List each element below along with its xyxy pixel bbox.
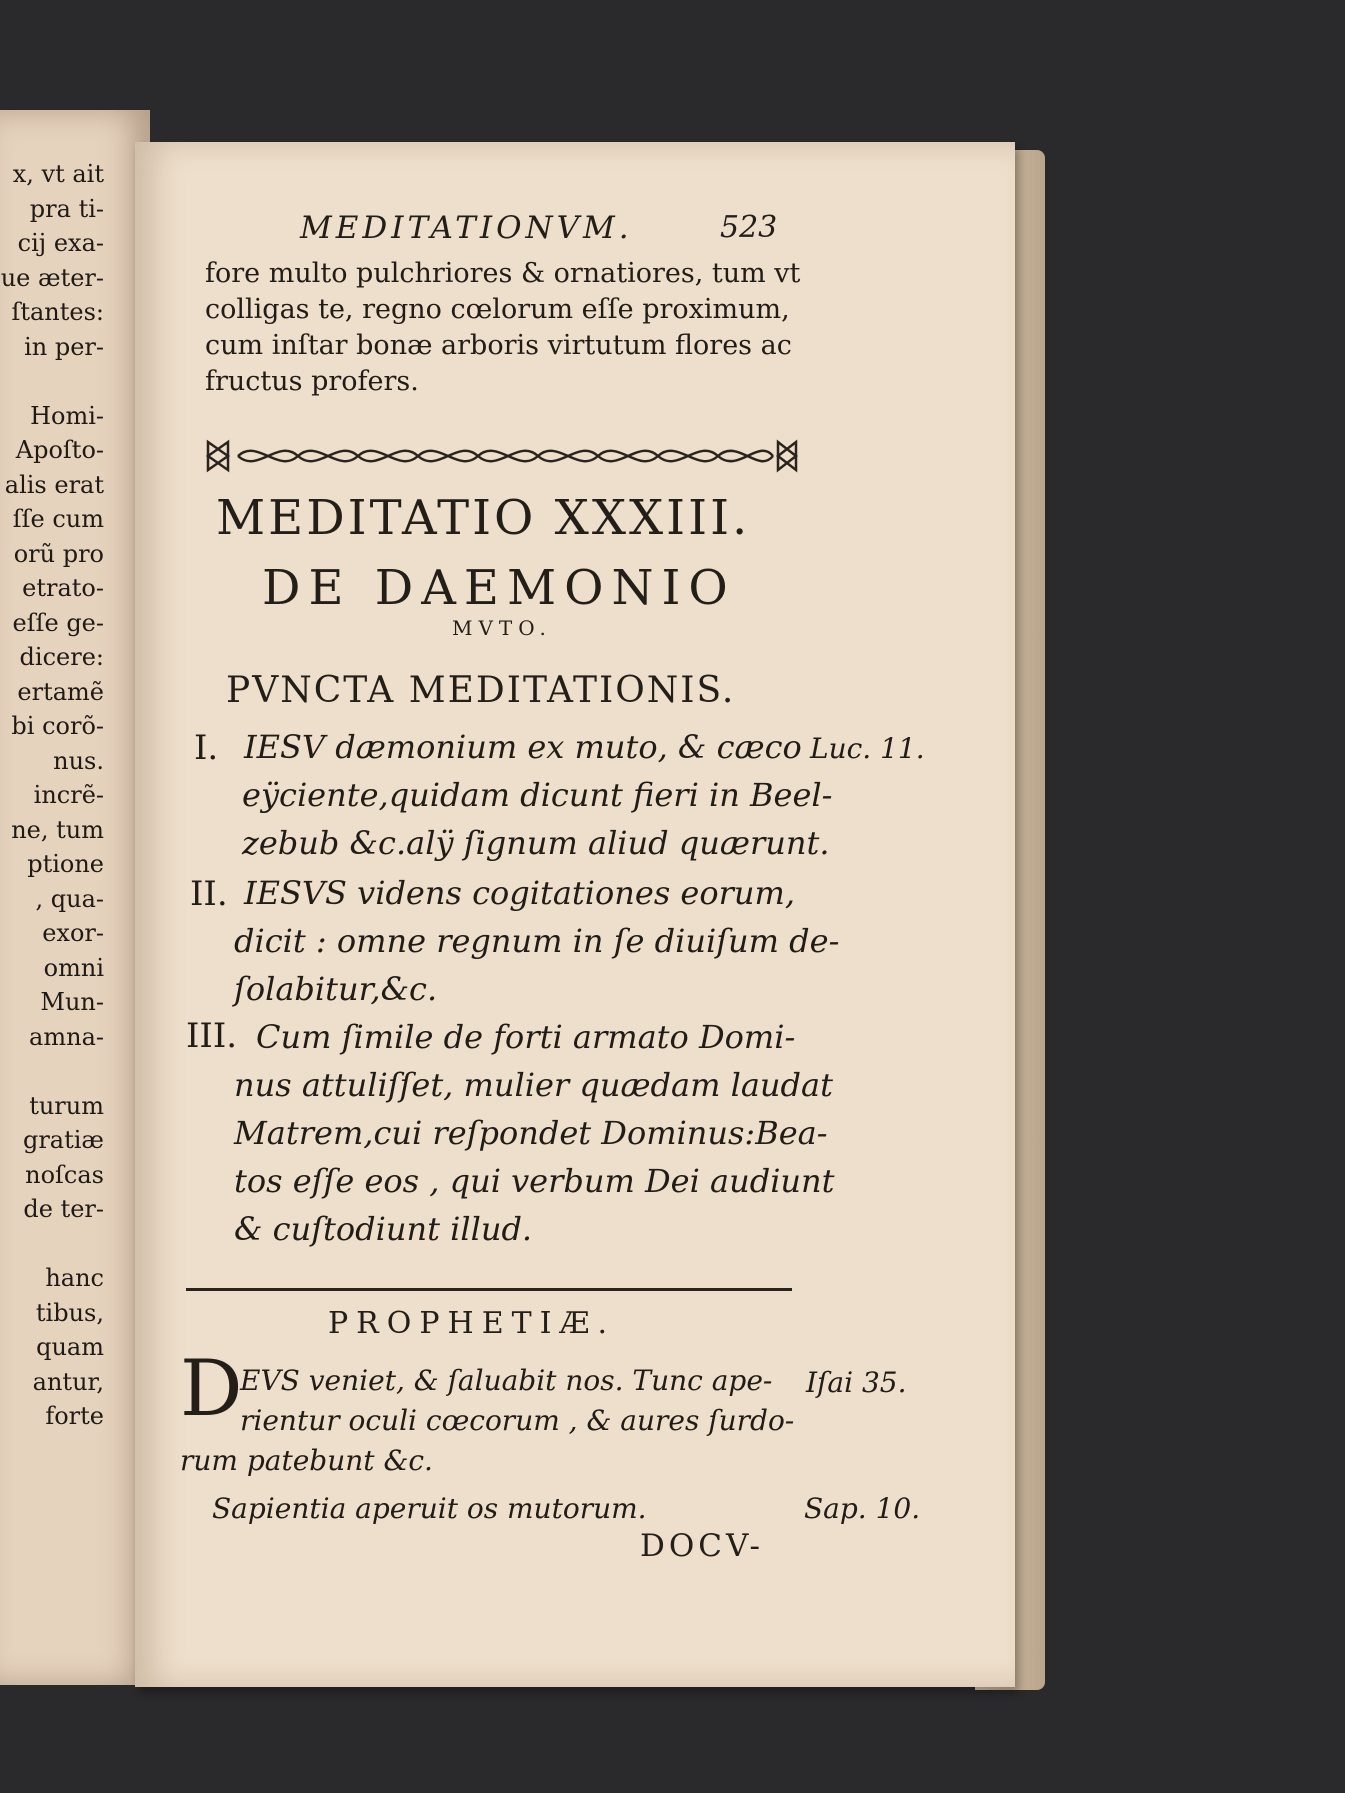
opening-line: cum inſtar bonæ arboris virtutum flores ac <box>205 330 792 361</box>
puncta-heading: PVNCTA MEDITATIONIS. <box>226 670 736 711</box>
point-number: III. <box>186 1016 238 1056</box>
margin-reference: Sap. 10. <box>804 1492 921 1525</box>
point-line: & cuſtodiunt illud. <box>234 1210 533 1248</box>
left-page-fragment: exor- <box>42 919 104 947</box>
page-number: 523 <box>720 210 778 245</box>
left-page-fragment: omni <box>43 953 104 982</box>
left-page-fragment: Mun- <box>40 988 104 1016</box>
opening-line: colligas te, regno cœlorum eſſe proximum, <box>205 294 790 325</box>
left-page-fragment: dicere: <box>19 643 104 671</box>
point-line: nus attuliſſet, mulier quædam laudat <box>234 1066 833 1104</box>
drop-cap: D <box>180 1344 243 1434</box>
left-page-fragment: in per- <box>24 332 104 361</box>
point-line: dicit : omne regnum in ſe diuiſum de- <box>234 922 840 960</box>
left-page-fragment: ſſe cum <box>12 505 104 533</box>
prophecy-line: rum patebunt &c. <box>180 1444 433 1477</box>
point-line: IESVS videns cogitationes eorum, <box>244 874 796 912</box>
left-page-fragment: bi corõ- <box>11 712 104 740</box>
meditation-subtitle: DE DAEMONIO <box>262 560 736 616</box>
left-page-fragment: turum <box>29 1091 104 1120</box>
prophetiae-heading: PROPHETIÆ. <box>328 1306 616 1341</box>
left-page-fragment: cij exa- <box>17 229 104 257</box>
catchword: DOCV- <box>640 1528 765 1564</box>
left-page-fragment: forte <box>45 1402 104 1430</box>
point-line: eÿciente,quidam dicunt fieri in Beel- <box>242 776 833 814</box>
meditation-title: MEDITATIO XXXIII. <box>216 490 751 546</box>
margin-reference: Iſai 35. <box>806 1366 907 1399</box>
left-page-fragment: quam <box>36 1333 104 1361</box>
left-page-fragment: ne, tum <box>11 815 104 844</box>
margin-reference: Luc. 11. <box>810 732 925 765</box>
meditation-subtitle-2: MVTO. <box>452 616 552 640</box>
sapientia-line: Sapientia aperuit os mutorum. <box>212 1492 647 1525</box>
opening-line: fore multo pulchriores & ornatiores, tum vt <box>205 258 801 289</box>
left-page <box>0 110 150 1685</box>
ornamental-band <box>198 436 806 476</box>
left-page-fragment: ertamẽ <box>17 677 104 706</box>
left-page-fragment: de ter- <box>23 1195 104 1223</box>
left-page-fragment: hanc <box>45 1264 104 1292</box>
section-rule <box>186 1288 792 1291</box>
left-page-fragment: etrato- <box>22 574 104 602</box>
left-page-fragment: amna- <box>29 1022 104 1051</box>
left-page-fragment: orũ pro <box>13 539 104 568</box>
left-page-fragment: pra ti- <box>29 194 104 223</box>
left-page-fragment: incrẽ- <box>33 781 104 809</box>
point-line: Cum ſimile de forti armato Domi- <box>256 1018 796 1056</box>
left-page-fragment: tibus, <box>35 1298 104 1327</box>
opening-line: fructus profers. <box>205 366 419 397</box>
point-line: IESV dæmonium ex muto, & cæco <box>244 728 802 766</box>
left-page-fragment: ptione <box>27 850 104 878</box>
left-page-fragment: Apoſto- <box>15 436 104 464</box>
left-page-fragment: antur, <box>32 1367 104 1396</box>
prophecy-line: EVS veniet, & ſaluabit nos. Tunc ape- <box>240 1364 773 1397</box>
left-page-fragment: nus. <box>53 746 104 775</box>
left-page-fragment: eſſe ge- <box>12 608 104 637</box>
point-number: II. <box>190 874 228 914</box>
left-page-fragment: x, vt ait <box>12 160 104 188</box>
left-page-fragment: noſcas <box>25 1160 104 1189</box>
left-page-fragment: , qua- <box>35 884 104 913</box>
point-line: zebub &c.alÿ ſignum aliud quærunt. <box>242 824 830 862</box>
point-line: Matrem,cui reſpondet Dominus:Bea- <box>234 1114 828 1152</box>
running-head: MEDITATIONVM. <box>300 210 633 246</box>
prophecy-line: rientur oculi cœcorum , & aures ſurdo- <box>240 1404 795 1437</box>
left-page-fragment: gratiæ <box>22 1126 104 1154</box>
point-line: ſolabitur,&c. <box>234 970 438 1008</box>
left-page-fragment: ſtantes: <box>11 298 104 326</box>
left-page-fragment: Homi- <box>30 401 104 430</box>
point-line: tos eſſe eos , qui verbum Dei audiunt <box>234 1162 835 1200</box>
left-page-fragment: ue æter- <box>0 263 104 292</box>
point-number: I. <box>194 728 219 768</box>
left-page-fragment: alis erat <box>4 470 104 499</box>
